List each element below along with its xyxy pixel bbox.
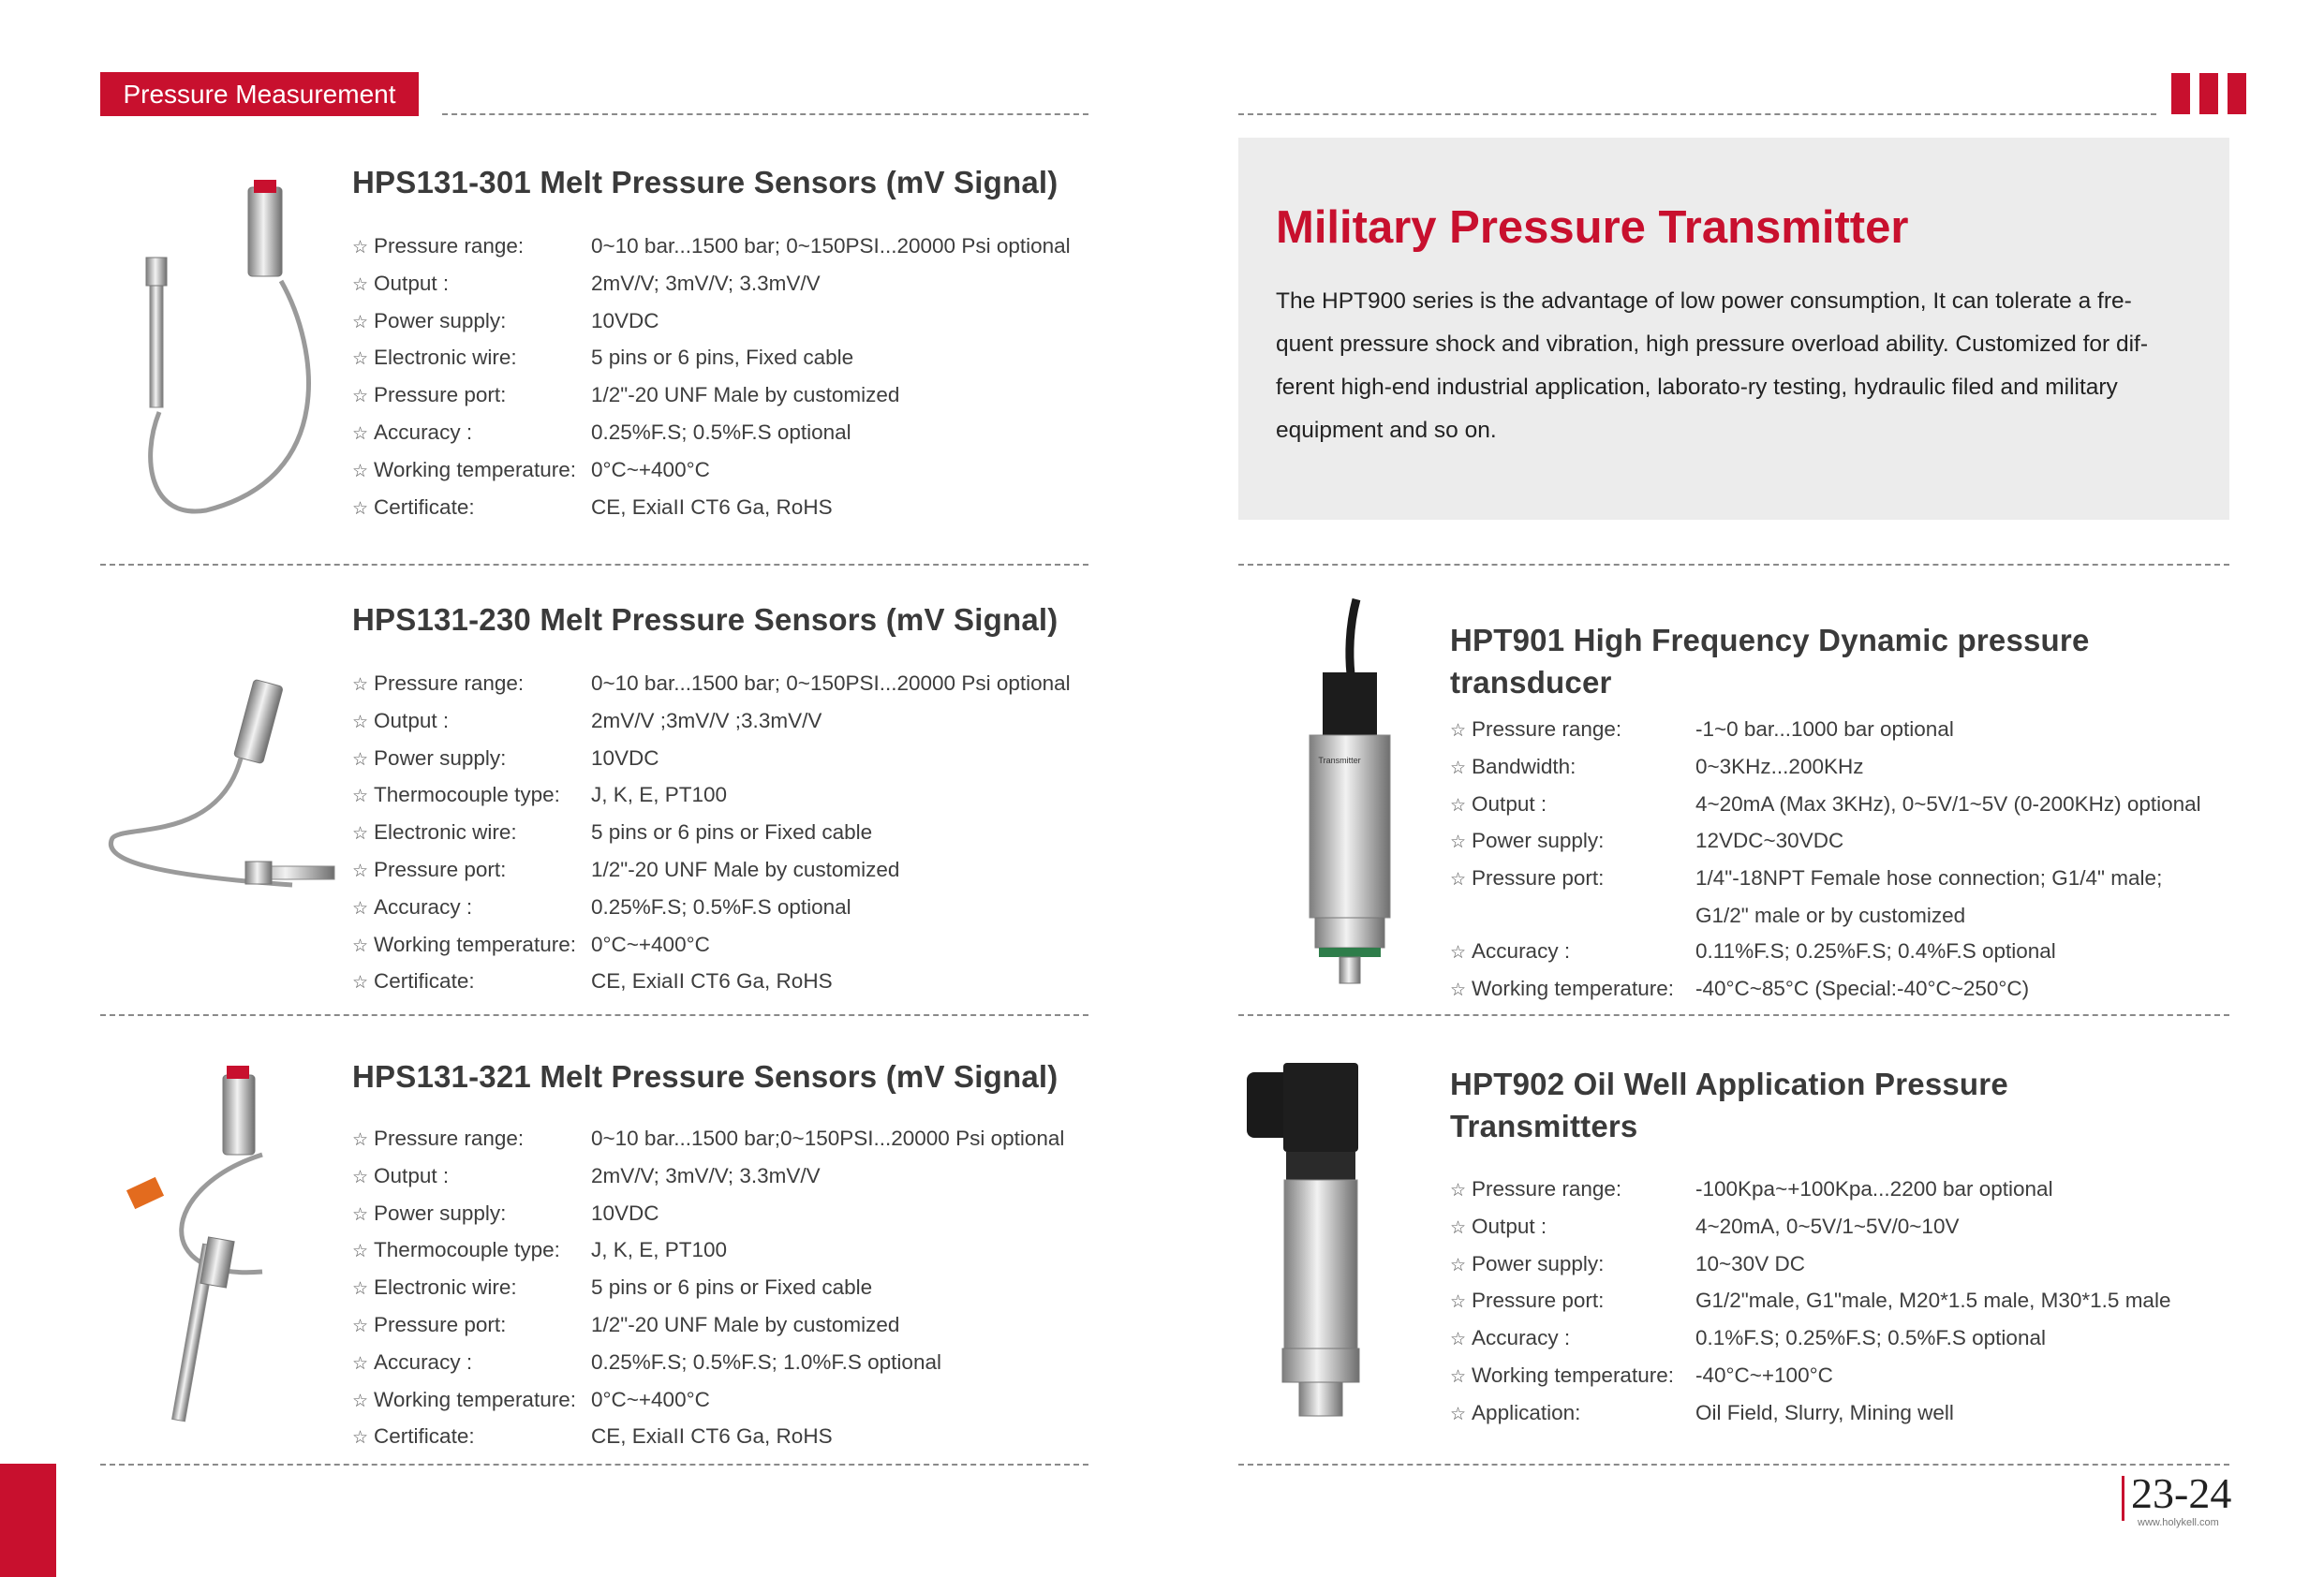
header-divider-left xyxy=(442,113,1088,115)
section-tag: Pressure Measurement xyxy=(100,72,419,116)
spec-list xyxy=(1450,1172,2170,1433)
spec-row: ☆ Pressure port: G1/2"male, G1"male, M20*1.5 male, M30*1.5 male xyxy=(1450,1289,2171,1313)
spec-row: ☆ Output : 4~20mA (Max 3KHz), 0~5V/1~5V (0-200KHz) optional xyxy=(1450,791,2201,816)
spec-row: ☆ Accuracy : 0.25%F.S; 0.5%F.S; 1.0%F.S optional xyxy=(352,1349,941,1374)
spec-row: ☆ Pressure range: -1~0 bar...1000 bar optional xyxy=(1450,717,1954,741)
product-image-hpt902 xyxy=(1241,1063,1391,1419)
spec-row: ☆ Working temperature: 0°C~+400°C xyxy=(352,932,710,956)
spec-row: ☆ Pressure range: 0~10 bar...1500 bar;0~150PSI...20000 Psi optional xyxy=(352,1127,1065,1150)
spec-row: ☆ Pressure range: 0~10 bar...1500 bar; 0~150PSI...20000 Psi optional xyxy=(352,234,1071,258)
spec-row: ☆ Pressure range: -100Kpa~+100Kpa...2200 bar optional xyxy=(1450,1177,2053,1201)
spec-row: ☆ Accuracy : 0.25%F.S; 0.5%F.S optional xyxy=(352,894,851,919)
section-bars-decoration xyxy=(2171,73,2246,114)
military-title: Military Pressure Transmitter xyxy=(1276,202,1909,253)
spec-row: ☆ Working temperature: 0°C~+400°C xyxy=(352,1387,710,1411)
spec-row: ☆ Accuracy : 0.1%F.S; 0.25%F.S; 0.5%F.S optional xyxy=(1450,1326,2046,1350)
spec-row: ☆ Power supply: 12VDC~30VDC xyxy=(1450,829,1844,853)
spec-row: ☆ Pressure range: 0~10 bar...1500 bar; 0~150PSI...20000 Psi optional xyxy=(352,671,1071,695)
spec-row: ☆ Power supply: 10VDC xyxy=(352,745,659,770)
spec-row: ☆ Certificate: CE, ExiaII CT6 Ga, RoHS xyxy=(352,494,833,519)
product-title: HPT902 Oil Well Application Pressure Transmitters xyxy=(1450,1067,2008,1143)
spec-row: ☆ Electronic wire: 5 pins or 6 pins, Fixed cable xyxy=(352,346,854,370)
spec-row: ☆ Working temperature: -40°C~85°C (Special:-40°C~250°C) xyxy=(1450,976,2030,1000)
spec-row: ☆ Output : 4~20mA, 0~5V/1~5V/0~10V xyxy=(1450,1214,1960,1238)
product-title: HPS131-230 Melt Pressure Sensors (mV Signal) xyxy=(352,602,1058,637)
header-divider-right xyxy=(1238,113,2156,115)
spec-row: ☆ Output : 2mV/V ;3mV/V ;3.3mV/V xyxy=(352,708,822,732)
product-title: HPS131-321 Melt Pressure Sensors (mV Signal) xyxy=(352,1059,1058,1094)
spec-list xyxy=(1450,712,2201,1008)
spec-row: ☆ Electronic wire: 5 pins or 6 pins or Fixed cable xyxy=(352,820,873,845)
section-divider xyxy=(100,564,1088,566)
spec-list xyxy=(352,1121,1064,1456)
spec-row-continuation: G1/2" male or by customized xyxy=(1695,903,1966,927)
svg-text:Transmitter: Transmitter xyxy=(1318,756,1361,765)
product-image-hps131-321 xyxy=(122,1066,309,1431)
military-description: The HPT900 series is the advantage of low power consumption, It can tolerate a fre- quent pressure shock and vibration, high pressure overload ability. Customized for dif- ferent high-end industrial application, laborato-ry testing, hydraulic filed and military equipment and so on. xyxy=(1276,288,2149,443)
spec-row: ☆ Certificate: CE, ExiaII CT6 Ga, RoHS xyxy=(352,969,833,994)
spec-row: ☆ Pressure port: 1/4"-18NPT Female hose connection; G1/4" male; xyxy=(1450,866,2163,891)
spec-row: ☆ Electronic wire: 5 pins or 6 pins or Fixed cable xyxy=(352,1275,873,1300)
spec-row: ☆ Bandwidth: 0~3KHz...200KHz xyxy=(1450,754,1864,778)
product-title: HPS131-301 Melt Pressure Sensors (mV Signal) xyxy=(352,165,1058,199)
section-divider xyxy=(100,1464,1088,1466)
page-number: 23-24 xyxy=(2131,1469,2232,1517)
corner-accent xyxy=(0,1464,56,1577)
spec-row: ☆ Accuracy : 0.25%F.S; 0.5%F.S optional xyxy=(352,420,851,444)
section-divider xyxy=(1238,564,2229,566)
spec-row: ☆ Pressure port: 1/2"-20 UNF Male by customized xyxy=(352,383,900,407)
spec-row: ☆ Thermocouple type: J, K, E, PT100 xyxy=(352,1238,728,1262)
spec-row: ☆ Power supply: 10~30V DC xyxy=(1450,1251,1805,1275)
spec-row: ☆ Working temperature: 0°C~+400°C xyxy=(352,457,710,481)
spec-list xyxy=(352,228,1071,526)
spec-row: ☆ Power supply: 10VDC xyxy=(352,1201,659,1225)
spec-row: ☆ Pressure port: 1/2"-20 UNF Male by customized xyxy=(352,1312,900,1336)
spec-row: ☆ Thermocouple type: J, K, E, PT100 xyxy=(352,783,728,807)
spec-row: ☆ Output : 2mV/V; 3mV/V; 3.3mV/V xyxy=(352,271,821,295)
spec-row: ☆ Certificate: CE, ExiaII CT6 Ga, RoHS xyxy=(352,1424,833,1449)
product-title: HPT901 High Frequency Dynamic pressure transducer xyxy=(1450,623,2090,700)
page-number-bar xyxy=(2122,1476,2124,1521)
spec-row: ☆ Accuracy : 0.11%F.S; 0.25%F.S; 0.4%F.S optional xyxy=(1450,938,2056,963)
military-intro-panel xyxy=(1238,138,2229,520)
product-image-hpt901 xyxy=(1283,599,1396,983)
spec-row: ☆ Working temperature: -40°C~+100°C xyxy=(1450,1363,1833,1387)
website-url: www.holykell.com xyxy=(2138,1517,2219,1528)
spec-row: ☆ Pressure port: 1/2"-20 UNF Male by customized xyxy=(352,857,900,881)
spec-list xyxy=(352,666,1071,1001)
spec-row: ☆ Power supply: 10VDC xyxy=(352,308,659,332)
product-image-hps131-230 xyxy=(105,674,339,908)
spec-row: ☆ Output : 2mV/V; 3mV/V; 3.3mV/V xyxy=(352,1163,821,1187)
section-divider xyxy=(100,1014,1088,1016)
product-image-hps131-301 xyxy=(131,178,328,524)
spec-row: ☆ Application: Oil Field, Slurry, Mining well xyxy=(1450,1400,1954,1424)
section-divider xyxy=(1238,1014,2229,1016)
section-divider xyxy=(1238,1464,2229,1466)
